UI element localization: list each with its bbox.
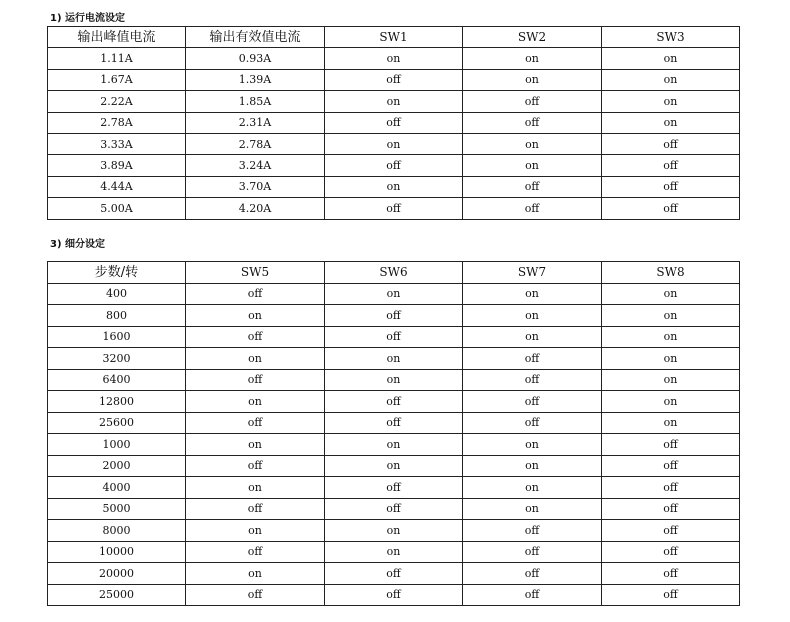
table-cell: on (602, 391, 740, 413)
table-cell: off (463, 112, 602, 133)
table-cell: on (463, 283, 602, 305)
table-cell: on (602, 91, 740, 112)
column-header: SW8 (602, 262, 740, 284)
column-header: SW3 (602, 27, 740, 48)
table-cell: on (325, 348, 463, 370)
table-cell: 1.11A (48, 48, 186, 69)
table-cell: off (463, 176, 602, 197)
table-cell: on (602, 283, 740, 305)
column-header: SW7 (463, 262, 602, 284)
table-row (48, 520, 740, 542)
table-cell: on (325, 520, 463, 542)
table-cell: on (463, 133, 602, 154)
table-cell: off (463, 391, 602, 413)
table-cell: on (186, 391, 325, 413)
table-row (48, 91, 740, 112)
table-cell: 400 (48, 283, 186, 305)
table-cell: off (602, 198, 740, 219)
table-cell: off (325, 155, 463, 176)
table-cell: off (602, 498, 740, 520)
table-row (48, 155, 740, 176)
table-cell: 3.33A (48, 133, 186, 154)
table-cell: on (463, 48, 602, 69)
table-cell: on (602, 369, 740, 391)
table-cell: off (463, 198, 602, 219)
table-cell: on (463, 305, 602, 327)
table-row (48, 283, 740, 305)
table-cell: on (325, 541, 463, 563)
table-cell: off (186, 541, 325, 563)
table-cell: off (602, 176, 740, 197)
table-row (48, 434, 740, 456)
table-cell: off (325, 112, 463, 133)
table-cell: 2.78A (48, 112, 186, 133)
table-cell: on (186, 434, 325, 456)
table-cell: 1600 (48, 326, 186, 348)
table-row (48, 48, 740, 69)
table-cell: off (325, 412, 463, 434)
table-cell: off (325, 391, 463, 413)
table-cell: on (186, 563, 325, 585)
table-cell: on (602, 48, 740, 69)
table-cell: 3.89A (48, 155, 186, 176)
column-header: SW5 (186, 262, 325, 284)
table-row (48, 69, 740, 90)
table-cell: on (463, 477, 602, 499)
column-header: 输出峰值电流 (48, 27, 186, 48)
table-cell: 4000 (48, 477, 186, 499)
table-row (48, 326, 740, 348)
table-cell: 1.39A (186, 69, 325, 90)
table-cell: on (463, 69, 602, 90)
table-cell: off (602, 477, 740, 499)
table-row (48, 112, 740, 133)
table-cell: off (325, 326, 463, 348)
table-cell: 0.93A (186, 48, 325, 69)
table-cell: on (325, 434, 463, 456)
column-header: SW1 (325, 27, 463, 48)
table-cell: off (463, 412, 602, 434)
table-row (48, 369, 740, 391)
table-row (48, 541, 740, 563)
table-cell: on (325, 48, 463, 69)
table-cell: off (602, 155, 740, 176)
table-cell: off (186, 455, 325, 477)
table-row (48, 305, 740, 327)
table-row (48, 477, 740, 499)
table-cell: on (325, 133, 463, 154)
table-cell: on (325, 369, 463, 391)
table-cell: off (325, 584, 463, 606)
table-row (48, 348, 740, 370)
table-cell: on (325, 283, 463, 305)
table-row (48, 584, 740, 606)
table-cell: off (186, 369, 325, 391)
table-cell: on (186, 520, 325, 542)
table-cell: 5.00A (48, 198, 186, 219)
microstep-table (47, 261, 740, 606)
table-cell: on (463, 498, 602, 520)
table-cell: 12800 (48, 391, 186, 413)
table-row (48, 498, 740, 520)
table-cell: 2.78A (186, 133, 325, 154)
column-header: SW2 (463, 27, 602, 48)
table-cell: off (325, 563, 463, 585)
table-cell: off (186, 584, 325, 606)
table-cell: off (325, 498, 463, 520)
table-cell: off (325, 305, 463, 327)
table-cell: 5000 (48, 498, 186, 520)
table-cell: off (602, 541, 740, 563)
table-cell: 10000 (48, 541, 186, 563)
table-row (48, 563, 740, 585)
table-cell: off (602, 520, 740, 542)
table-cell: 800 (48, 305, 186, 327)
table-cell: on (463, 434, 602, 456)
table-cell: off (186, 326, 325, 348)
table-cell: 3.70A (186, 176, 325, 197)
table-cell: 3.24A (186, 155, 325, 176)
table-row (48, 198, 740, 219)
table-cell: on (602, 326, 740, 348)
table-cell: off (463, 91, 602, 112)
table-cell: 6400 (48, 369, 186, 391)
table-cell: on (186, 305, 325, 327)
table-cell: off (325, 69, 463, 90)
table-cell: 2000 (48, 455, 186, 477)
table-cell: on (186, 348, 325, 370)
table-cell: off (463, 369, 602, 391)
table-cell: 4.20A (186, 198, 325, 219)
column-header: 步数/转 (48, 262, 186, 284)
table-header-row (48, 262, 740, 284)
table-cell: 1000 (48, 434, 186, 456)
table-cell: on (463, 155, 602, 176)
table-cell: 3200 (48, 348, 186, 370)
table-cell: on (186, 477, 325, 499)
table-cell: on (602, 348, 740, 370)
table-cell: on (325, 455, 463, 477)
table-cell: off (463, 584, 602, 606)
table-row (48, 133, 740, 154)
table-cell: off (602, 434, 740, 456)
table-cell: 2.22A (48, 91, 186, 112)
table-cell: off (602, 455, 740, 477)
table-cell: off (463, 541, 602, 563)
table-cell: on (602, 112, 740, 133)
table-cell: off (325, 477, 463, 499)
table-cell: off (602, 563, 740, 585)
table-cell: off (463, 563, 602, 585)
table-cell: off (602, 584, 740, 606)
table-cell: off (602, 133, 740, 154)
table-cell: on (602, 69, 740, 90)
table-row (48, 176, 740, 197)
table-cell: off (463, 520, 602, 542)
table-cell: on (602, 305, 740, 327)
table-cell: off (186, 283, 325, 305)
table-cell: 25600 (48, 412, 186, 434)
table-cell: 4.44A (48, 176, 186, 197)
table-row (48, 412, 740, 434)
table-cell: 2.31A (186, 112, 325, 133)
column-header: SW6 (325, 262, 463, 284)
run-current-table (47, 26, 740, 220)
run-current-heading: 1) 运行电流设定 (50, 13, 126, 24)
table-row (48, 391, 740, 413)
table-cell: off (186, 498, 325, 520)
column-header: 输出有效值电流 (186, 27, 325, 48)
table-cell: 20000 (48, 563, 186, 585)
microstep-heading: 3) 细分设定 (50, 239, 106, 250)
table-cell: on (602, 412, 740, 434)
table-cell: on (463, 326, 602, 348)
table-cell: off (325, 198, 463, 219)
table-cell: off (186, 412, 325, 434)
table-cell: 25000 (48, 584, 186, 606)
table-cell: 1.67A (48, 69, 186, 90)
table-cell: on (325, 176, 463, 197)
table-row (48, 455, 740, 477)
table-cell: 1.85A (186, 91, 325, 112)
table-cell: on (325, 91, 463, 112)
table-header-row (48, 27, 740, 48)
table-cell: 8000 (48, 520, 186, 542)
table-cell: on (463, 455, 602, 477)
table-cell: off (463, 348, 602, 370)
